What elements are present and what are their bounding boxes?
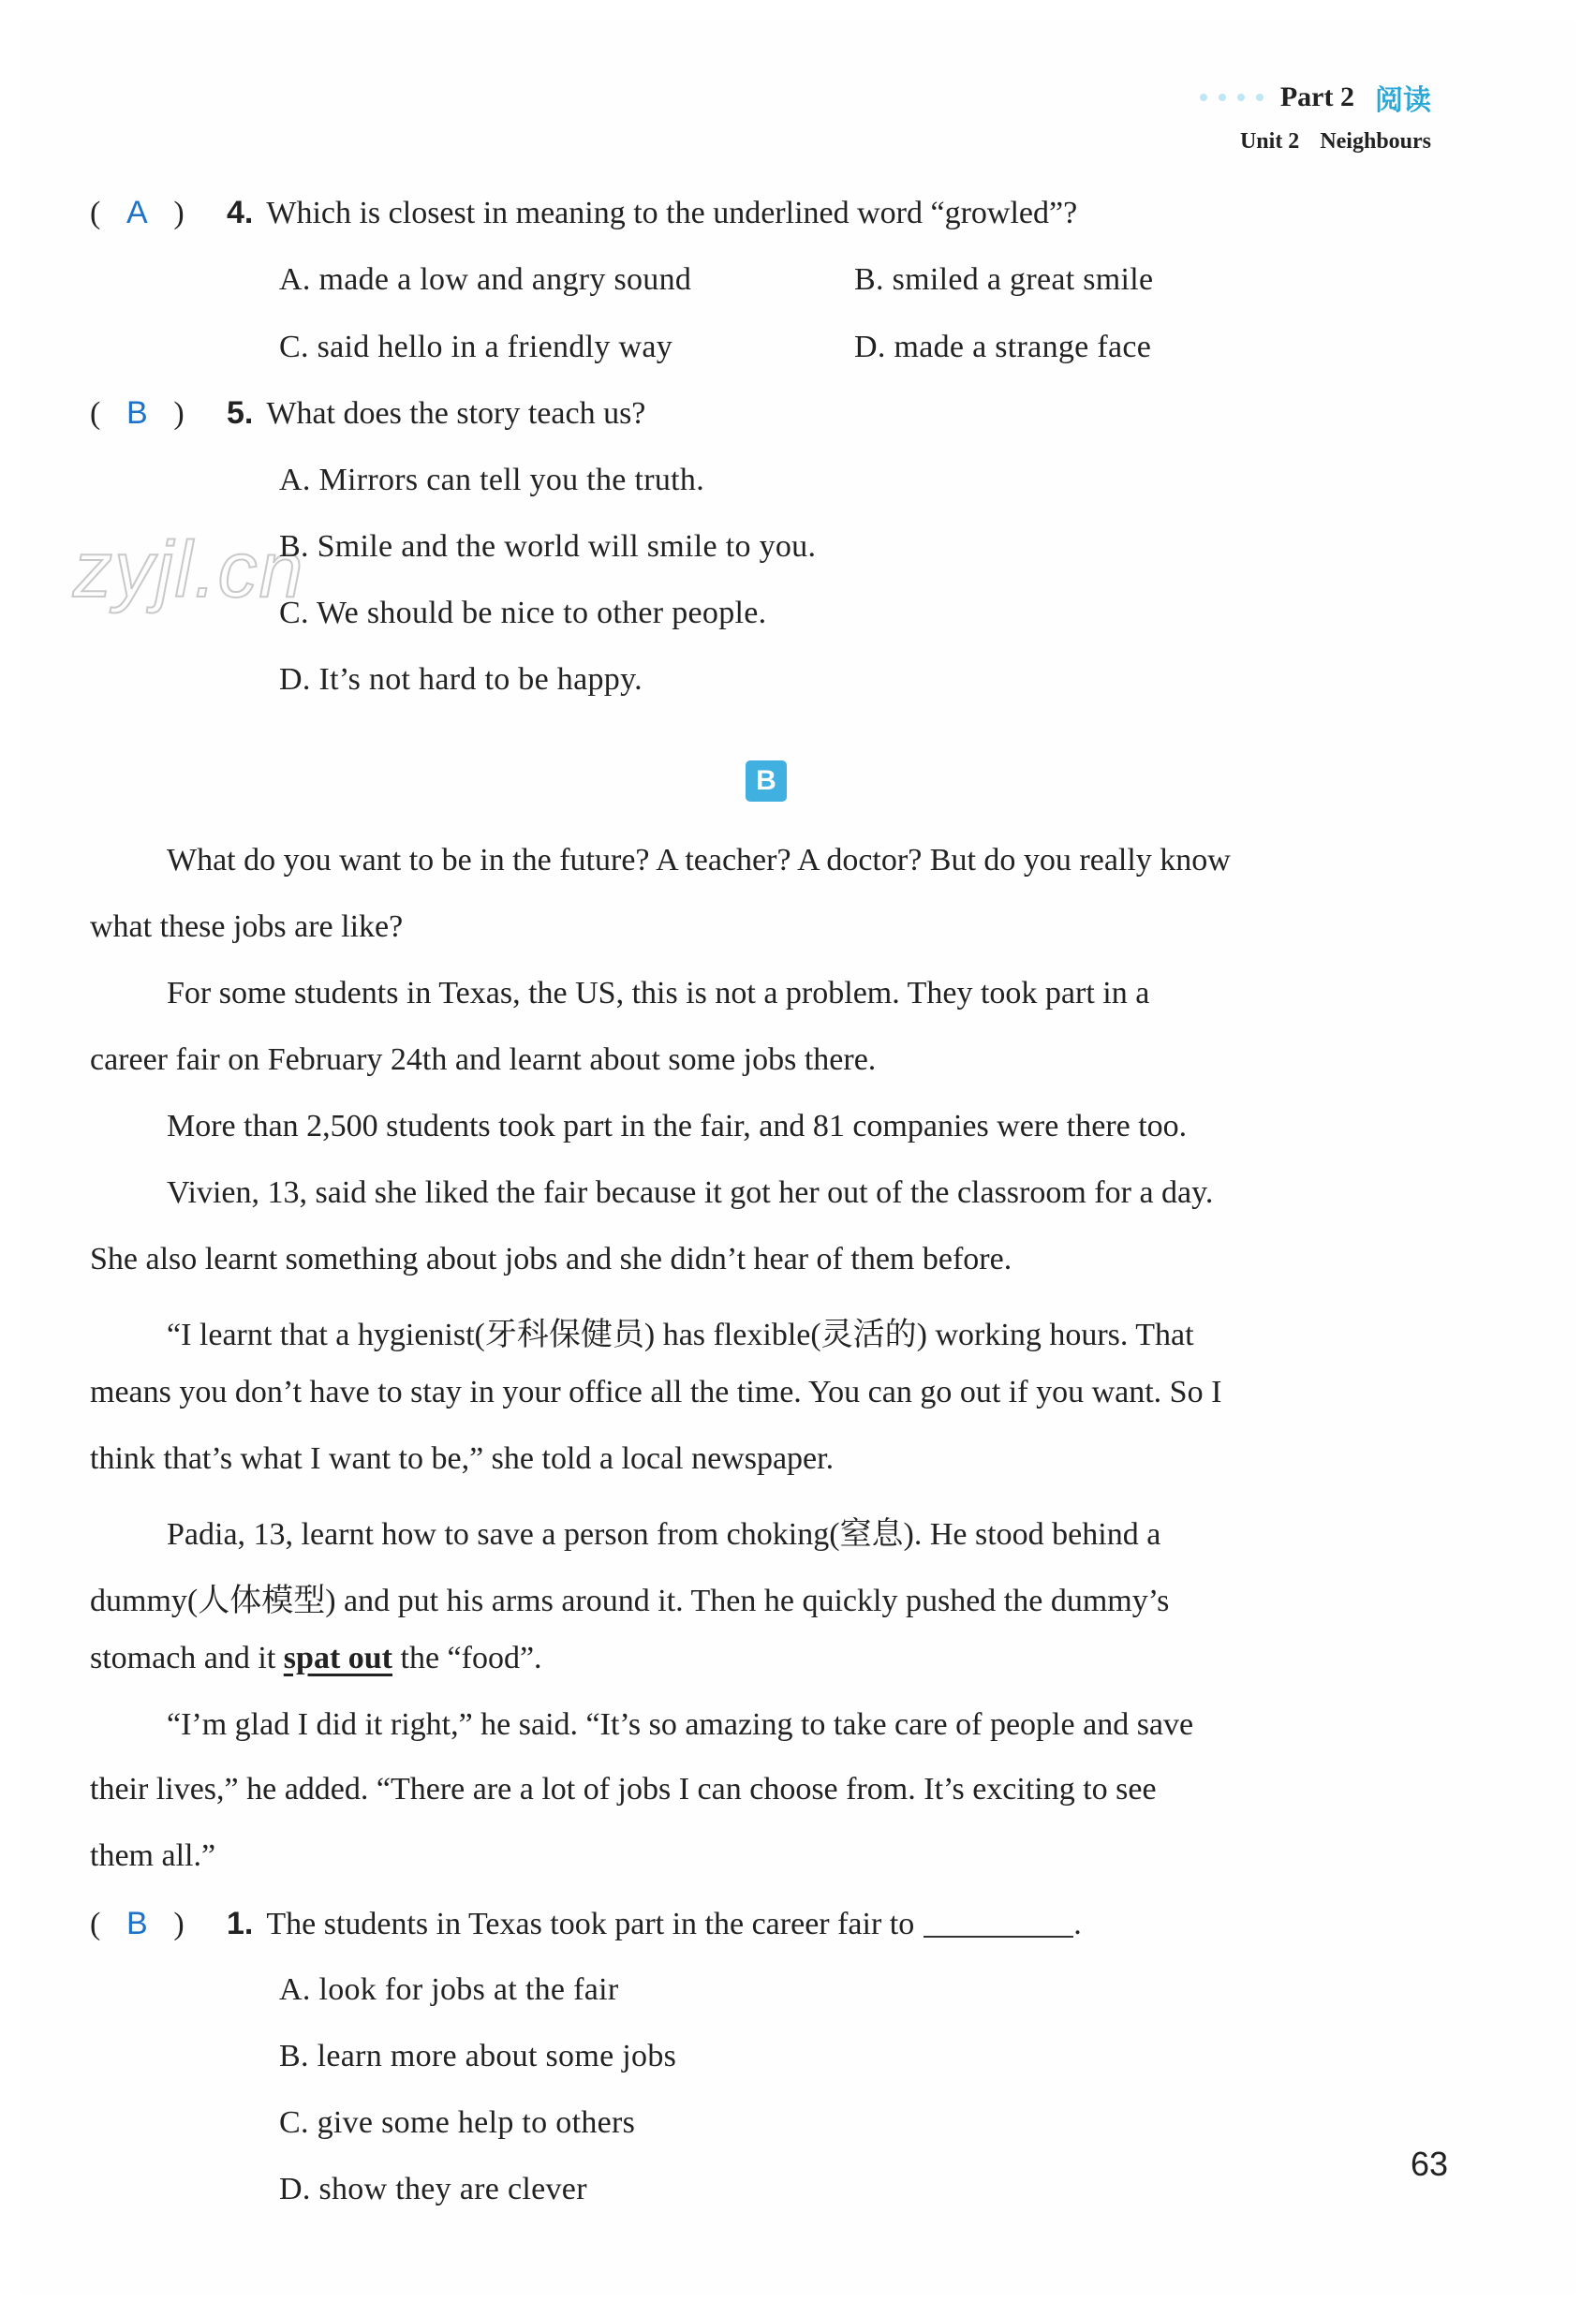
answer-q5: B bbox=[126, 395, 148, 431]
question-5: ( B ) 5. What does the story teach us? bbox=[90, 395, 646, 431]
answer-q4: A bbox=[126, 195, 148, 230]
b1-option-d: D. show they are clever bbox=[279, 2172, 587, 2206]
question-4: ( A ) 4. Which is closest in meaning to the underlined word “growled”? bbox=[90, 195, 1078, 230]
passage-line: “I learnt that a hygienist(牙科保健员) has flexible(灵活的) working hours. That bbox=[167, 1318, 1194, 1352]
passage-line: think that’s what I want to be,” she told a local newspaper. bbox=[90, 1441, 835, 1476]
question-b1-text: The students in Texas took part in the career fair to bbox=[266, 1907, 915, 1941]
unit-label: Unit 2 Neighbours bbox=[1239, 129, 1431, 154]
q5-option-b: B. Smile and the world will smile to you. bbox=[279, 529, 817, 564]
passage-line: what these jobs are like? bbox=[90, 909, 404, 944]
question-b1: ( B ) 1. The students in Texas took part in the career fair to . bbox=[90, 1906, 1082, 1941]
q4-option-c: C. said hello in a friendly way bbox=[279, 330, 673, 364]
part-chinese-label: 阅读 bbox=[1375, 84, 1431, 117]
passage-line: means you don’t have to stay in your office all the time. You can go out if you want. So I bbox=[90, 1375, 1222, 1409]
underlined-phrase: spat out bbox=[283, 1641, 392, 1675]
b1-option-b: B. learn more about some jobs bbox=[279, 2039, 677, 2073]
passage-line: their lives,” he added. “There are a lot of jobs I can choose from. It’s exciting to see bbox=[90, 1772, 1157, 1807]
page bbox=[21, 21, 1575, 2296]
q4-option-b: B. smiled a great smile bbox=[854, 262, 1154, 297]
answer-b1: B bbox=[126, 1906, 148, 1941]
page-number: 63 bbox=[1411, 2145, 1449, 2183]
page-header bbox=[1200, 77, 1431, 155]
passage-line: Padia, 13, learnt how to save a person from choking(窒息). He stood behind a bbox=[167, 1517, 1161, 1552]
answer-blank bbox=[924, 1936, 1073, 1938]
section-b-badge: B bbox=[746, 760, 787, 802]
passage-line: For some students in Texas, the US, this is not a problem. They took part in a bbox=[167, 976, 1150, 1010]
q4-option-a: A. made a low and angry sound bbox=[279, 262, 692, 297]
decorative-dots bbox=[1200, 94, 1264, 101]
watermark-logo: zyjl.cn bbox=[73, 525, 305, 613]
question-5-text: What does the story teach us? bbox=[266, 396, 646, 431]
passage-line: What do you want to be in the future? A teacher? A doctor? But do you really know bbox=[167, 843, 1231, 878]
passage-line: career fair on February 24th and learnt about some jobs there. bbox=[90, 1042, 877, 1077]
passage-line: them all.” bbox=[90, 1838, 216, 1873]
passage-line: More than 2,500 students took part in the fair, and 81 companies were there too. bbox=[167, 1109, 1188, 1143]
passage-line: Vivien, 13, said she liked the fair because it got her out of the classroom for a day. bbox=[167, 1175, 1214, 1210]
part-label: Part 2 bbox=[1279, 81, 1354, 112]
q5-option-c: C. We should be nice to other people. bbox=[279, 596, 767, 630]
question-4-text: Which is closest in meaning to the underlined word “growled”? bbox=[266, 196, 1078, 230]
passage-line: stomach and it spat out the “food”. bbox=[90, 1641, 542, 1675]
q5-option-a: A. Mirrors can tell you the truth. bbox=[279, 463, 704, 497]
passage-line: dummy(人体模型) and put his arms around it. Then he quickly pushed the dummy’s bbox=[90, 1584, 1170, 1618]
passage-line: She also learnt something about jobs and she didn’t hear of them before. bbox=[90, 1242, 1012, 1276]
b1-option-a: A. look for jobs at the fair bbox=[279, 1972, 619, 2007]
q4-option-d: D. made a strange face bbox=[854, 330, 1152, 364]
q5-option-d: D. It’s not hard to be happy. bbox=[279, 662, 643, 697]
passage-line: “I’m glad I did it right,” he said. “It’s so amazing to take care of people and save bbox=[167, 1707, 1194, 1742]
b1-option-c: C. give some help to others bbox=[279, 2105, 636, 2140]
